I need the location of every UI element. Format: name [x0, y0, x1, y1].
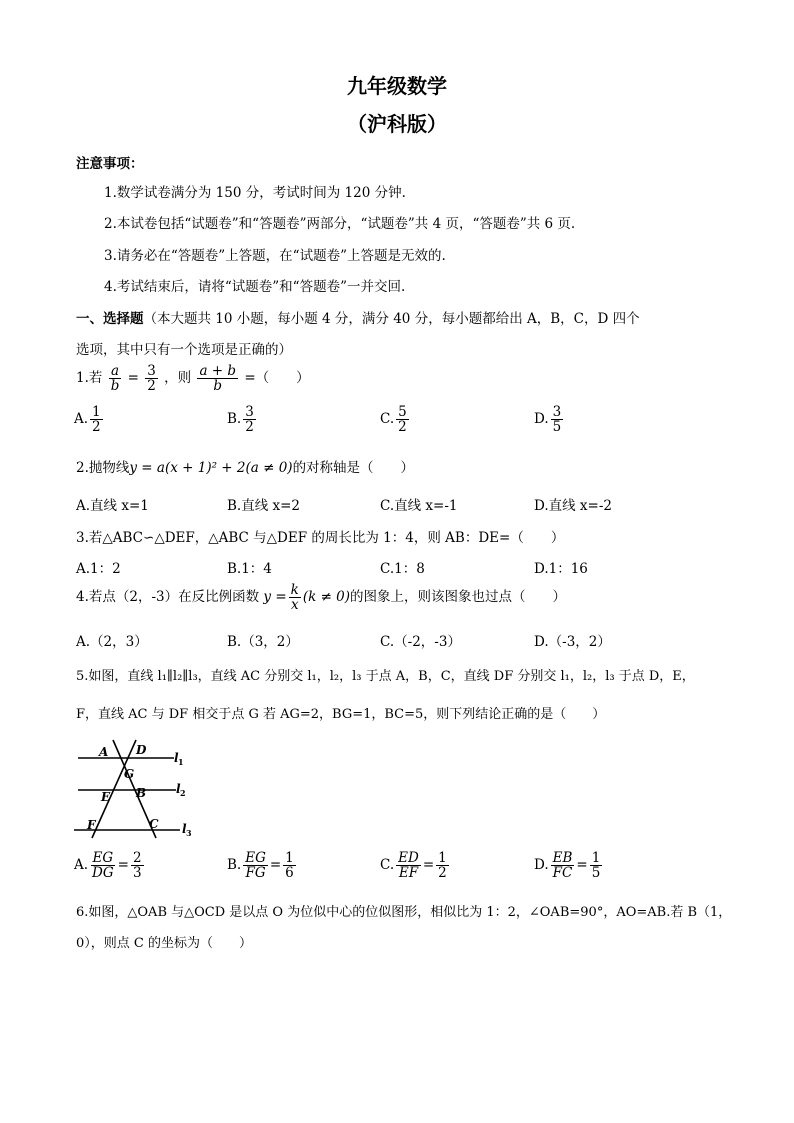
- q2-option-a: A.直线 x=1: [76, 498, 149, 514]
- q2-option-c: C.直线 x=-1: [380, 498, 458, 514]
- section-heading-line: [76, 307, 640, 327]
- q1-ask-frac: $\frac{a + b}{b}$: [199, 363, 237, 395]
- q4-frac: $\frac{k}{x}$: [290, 582, 299, 614]
- q1-option-c: C. $\frac{5}{2}$: [380, 404, 407, 436]
- label-l1-sub: 1: [178, 757, 184, 767]
- notes-heading: 注意事项：: [76, 156, 144, 172]
- label-l3-sub: 3: [186, 828, 192, 838]
- question-6-line2: 0），则点 C 的坐标为（ ）: [76, 936, 252, 951]
- label-e: E: [101, 790, 111, 804]
- page-subtitle: （沪科版）: [347, 112, 447, 136]
- q1-option-a: A. $\frac{1}{2}$: [74, 404, 101, 436]
- question-5-line2: F，直线 AC 与 DF 相交于点 G 若 AG=2，BG=1，BC=5，则下列结论正确的是（ ）: [76, 707, 606, 722]
- section-heading: 一、选择题: [76, 311, 144, 327]
- q2-option-d: D.直线 x=-2: [534, 498, 613, 514]
- note-item-1: 1.数学试卷满分为 150 分，考试时间为 120 分钟.: [104, 185, 406, 201]
- q4-option-d: D.（-3，2）: [534, 634, 611, 650]
- q4-option-a: A.（2，3）: [76, 634, 148, 650]
- q3-option-d: D.1：16: [534, 561, 588, 577]
- question-2: 2.抛物线y = a(x + 1)² + 2(a ≠ 0)的对称轴是（ ）: [76, 460, 415, 476]
- q2-option-b: B.直线 x=2: [227, 498, 301, 514]
- label-l1: l: [174, 751, 179, 765]
- note-item-2: 2.本试卷包括“试题卷”和“答题卷”两部分，“试题卷”共 4 页，“答题卷”共 6 页.: [104, 216, 576, 232]
- note-item-3: 3.请务必在“答题卷”上答题，在“试题卷”上答题是无效的.: [104, 248, 446, 264]
- q4-option-c: C.（-2，-3）: [380, 634, 461, 650]
- label-c: C: [149, 817, 159, 831]
- q1-eq: =: [127, 370, 139, 387]
- q1-mid: ，则: [164, 370, 192, 387]
- q4-option-b: B.（3，2）: [227, 634, 299, 650]
- q1-prefix: 1.若: [76, 370, 103, 387]
- q3-option-c: C.1：8: [380, 561, 425, 577]
- label-l2-sub: 2: [180, 788, 186, 798]
- label-g: G: [124, 767, 135, 781]
- q5-option-a: A. $\frac{EG}{DG}$ = $\frac{2}{3}$: [74, 850, 142, 882]
- section-desc-1: （本大题共 10 小题，每小题 4 分，满分 40 分，每小题都给出 A，B，C，D 四个: [143, 311, 640, 327]
- question-4: 4.若点（2，-3）在反比例函数 y = $\frac{k}{x}$ (k ≠ 0)的图象上，则该图象也过点（ ）: [76, 582, 567, 614]
- label-a: A: [99, 745, 109, 759]
- q5-option-d: D. $\frac{EB}{FC}$ = $\frac{1}{5}$: [534, 850, 601, 882]
- label-l2: l: [176, 782, 181, 796]
- q3-option-b: B.1：4: [227, 561, 272, 577]
- question-1: [76, 364, 310, 393]
- q1-option-b: B. $\frac{3}{2}$: [227, 404, 254, 436]
- q5-figure: [70, 738, 200, 842]
- q1-option-d: D. $\frac{3}{5}$: [534, 404, 562, 436]
- q2-formula: y = a(x + 1)² + 2(a ≠ 0): [129, 460, 293, 476]
- page-title: 九年级数学: [347, 74, 447, 98]
- q5-option-b: B. $\frac{EG}{FG}$ = $\frac{1}{6}$: [227, 850, 294, 882]
- question-3: 3.若△ABC∽△DEF，△ABC 与△DEF 的周长比为 1：4，则 AB：DE=（ ）: [76, 530, 565, 546]
- section-desc-2: 选项，其中只有一个选项是正确的）: [76, 342, 292, 358]
- q5-option-c: C. $\frac{ED}{EF}$ = $\frac{1}{2}$: [380, 850, 447, 882]
- label-b: B: [136, 786, 147, 800]
- q1-suffix: =（ ）: [244, 370, 310, 387]
- q3-option-a: A.1：2: [76, 561, 121, 577]
- note-item-4: 4.考试结束后，请将“试题卷”和“答题卷”一并交回.: [104, 279, 406, 295]
- q1-given-value: $\frac{3}{2}$: [147, 363, 156, 395]
- label-d: D: [136, 743, 147, 757]
- label-l3: l: [182, 822, 187, 836]
- label-f: F: [87, 818, 96, 832]
- question-5-line1: 5.如图，直线 l₁∥l₂∥l₃，直线 AC 分别交 l₁，l₂，l₃ 于点 A，B，C，直线 DF 分别交 l₁，l₂，l₃ 于点 D，E，: [76, 669, 695, 684]
- q1-given-frac: $\frac{a}{b}$: [110, 363, 120, 395]
- question-6-line1: 6.如图，△OAB 与△OCD 是以点 O 为位似中心的位似图形，相似比为 1：2，∠OAB=90°，AO=AB.若 B（1，: [76, 905, 732, 920]
